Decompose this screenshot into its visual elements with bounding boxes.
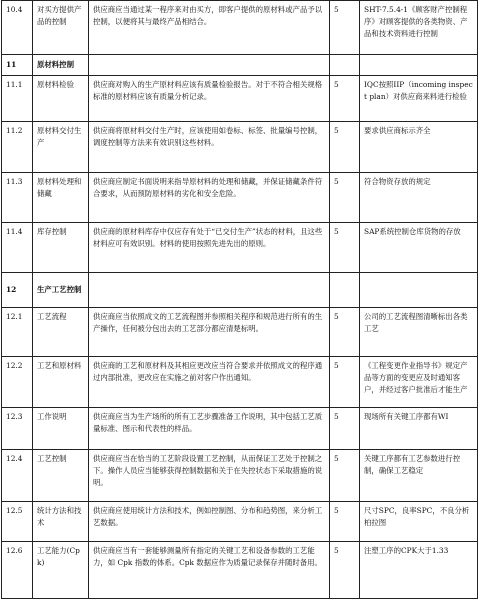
row-item: 原材料检验 — [33, 76, 89, 122]
row-item: 工作说明 — [33, 408, 89, 450]
audit-table — [1, 0, 478, 599]
table-row — [2, 173, 478, 223]
row-score: 5 — [330, 223, 360, 273]
row-score: 5 — [330, 408, 360, 450]
table-row — [2, 408, 478, 450]
row-item: 工艺控制 — [33, 450, 89, 502]
row-score: 5 — [330, 450, 360, 502]
table-row — [2, 76, 478, 122]
row-number: 10.4 — [2, 1, 33, 55]
row-score: 5 — [330, 122, 360, 173]
section-title: 生产工艺控制 — [33, 273, 89, 308]
row-requirement: 供应商应当通过某一程序来对由买方，即客户提供的原材料或产品予以控制，以便将其与最终产品相结合。 — [89, 1, 330, 55]
row-score: 5 — [330, 502, 360, 542]
row-requirement: 供应商应当有一套能够测量所有指定的关键工艺和设备参数的工艺能力，如 Cpk 指数的体系。Cpk 数据应作为质量记录保存并随时备用。 — [89, 542, 330, 599]
row-requirement: 供应商应当为生产场所的所有工艺步骤准备工作说明，其中包括工艺质量标准、图示和代表性的样品。 — [89, 408, 330, 450]
row-score: 5 — [330, 308, 360, 357]
row-item: 工艺能力(Cpk) — [33, 542, 89, 599]
row-note: 现场所有关键工序都有WI — [360, 408, 478, 450]
row-number: 12.2 — [2, 357, 33, 408]
row-number: 11.2 — [2, 122, 33, 173]
row-number: 12.5 — [2, 502, 33, 542]
row-note: 符合物资存放的规定 — [360, 173, 478, 223]
row-number: 11.3 — [2, 173, 33, 223]
row-number: 12.1 — [2, 308, 33, 357]
row-note: SAP系统控制仓库货物的存放 — [360, 223, 478, 273]
table-row — [2, 450, 478, 502]
row-item: 库存控制 — [33, 223, 89, 273]
row-score: 5 — [330, 1, 360, 55]
table-row — [2, 223, 478, 273]
section-number: 12 — [2, 273, 33, 308]
section-title: 原材料控制 — [33, 55, 89, 76]
row-item: 原材料处理和储藏 — [33, 173, 89, 223]
section-row — [2, 273, 478, 308]
section-number: 11 — [2, 55, 33, 76]
row-note: IQC按照IIP（incoming inspect plan）对供应商来料进行检验 — [360, 76, 478, 122]
table-row — [2, 542, 478, 599]
row-requirement: 供应商应制定书面说明来指导原材料的处理和储藏，并保证储藏条件符合要求，从而预防原材料的劣化和安全危险。 — [89, 173, 330, 223]
row-note: 尺寸SPC，良率SPC，不良分析柏拉图 — [360, 502, 478, 542]
row-requirement: 供应商应当在恰当的工艺阶段设置工艺控制，从而保证工艺处于控制之下。操作人员应当能够获得控制数据和关于在失控状态下采取措施的说明。 — [89, 450, 330, 502]
row-score: 5 — [330, 542, 360, 599]
row-score: 5 — [330, 357, 360, 408]
row-note: SHT-7.5.4-1《顾客财产控制程序》对顾客提供的各类物资、产品和技术资料进行控制 — [360, 1, 478, 55]
row-score: 5 — [330, 173, 360, 223]
row-score: 5 — [330, 76, 360, 122]
row-item: 对买方提供产品的控制 — [33, 1, 89, 55]
section-row — [2, 55, 478, 76]
row-note: 公司的工艺流程图清晰标出各类工艺 — [360, 308, 478, 357]
row-requirement: 供应商的工艺和原材料及其相应更改应当符合要求并依照成文的程序通过内部批准，更改应在实施之前对客户作出通知。 — [89, 357, 330, 408]
row-requirement: 供应商的原材料库存中仅应存有处于“已交付生产”状态的材料，且这些材料应可有效识别。材料的使用按照先进先出的原则。 — [89, 223, 330, 273]
row-requirement: 供应商应使用统计方法和技术，例如控制图、分布和趋势图，来分析工艺数据。 — [89, 502, 330, 542]
row-requirement: 供应商对购入的生产原材料应该有质量检验报告。对于不符合相关规格标准的原材料应该有质量分析记录。 — [89, 76, 330, 122]
row-requirement: 供应商应当依照成文的工艺流程图并参照相关程序和规范进行所有的生产操作，任何被分包出去的工艺部分都应清楚标明。 — [89, 308, 330, 357]
row-item: 统计方法和技术 — [33, 502, 89, 542]
row-item: 工艺和原材料 — [33, 357, 89, 408]
row-requirement: 供应商将原材料交付生产时，应该使用如卷标、标签、批量编号控制，调度控制等方法来有效识别这些材料。 — [89, 122, 330, 173]
table-row — [2, 1, 478, 55]
row-item: 工艺流程 — [33, 308, 89, 357]
row-number: 12.4 — [2, 450, 33, 502]
row-note: 要求供应商标示齐全 — [360, 122, 478, 173]
table-row — [2, 308, 478, 357]
table-row — [2, 502, 478, 542]
row-number: 11.4 — [2, 223, 33, 273]
table-row — [2, 122, 478, 173]
row-note: 《工程变更作业指导书》规定产品等方面的变更应及时通知客户，并经过客户批准后才能生产 — [360, 357, 478, 408]
row-number: 12.6 — [2, 542, 33, 599]
row-note: 关键工序都有工艺参数进行控制，确保工艺稳定 — [360, 450, 478, 502]
row-note: 注塑工序的CPK大于1.33 — [360, 542, 478, 599]
row-number: 12.3 — [2, 408, 33, 450]
row-number: 11.1 — [2, 76, 33, 122]
row-item: 原材料交付生产 — [33, 122, 89, 173]
table-row — [2, 357, 478, 408]
